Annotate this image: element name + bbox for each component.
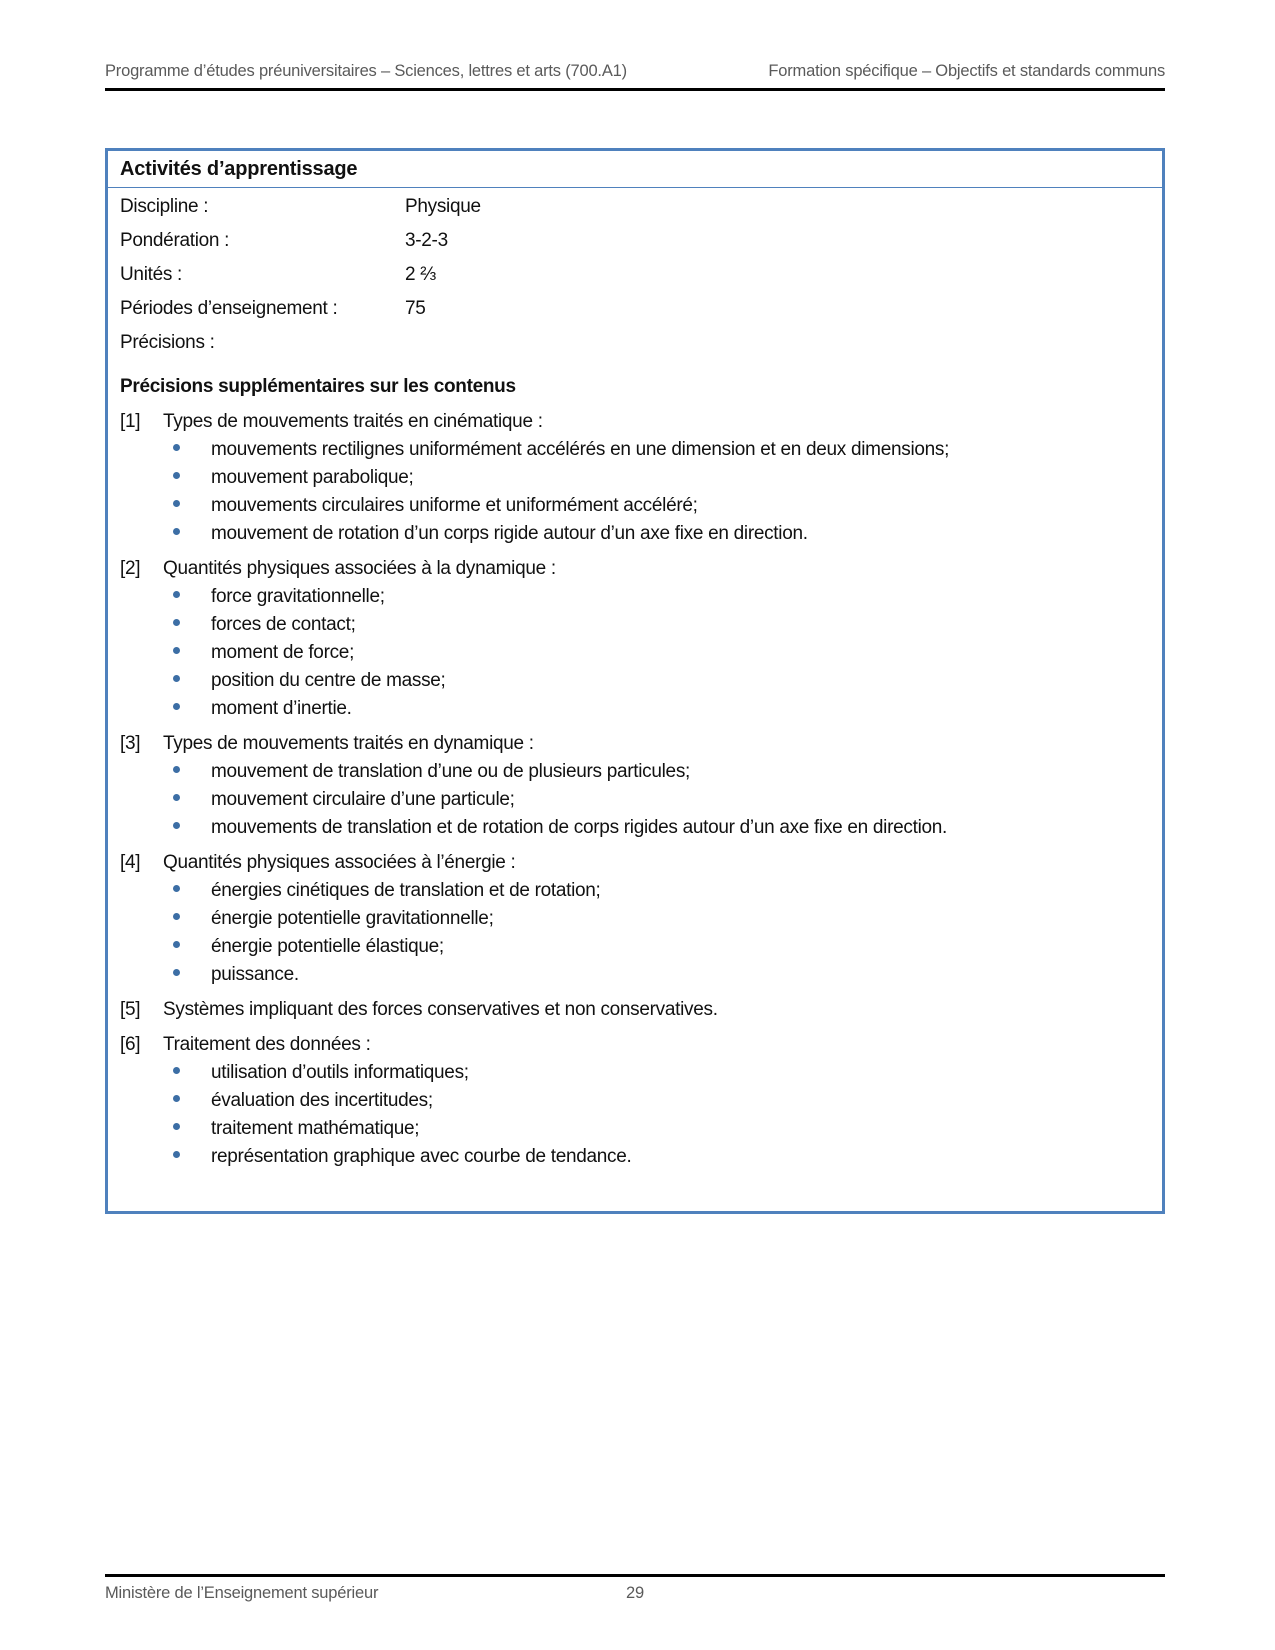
page-number: 29 xyxy=(626,1584,644,1602)
bullet-item xyxy=(120,1115,1150,1143)
bullet-item xyxy=(120,758,1150,786)
bullet-dot-icon xyxy=(173,472,180,479)
bullet-dot-icon xyxy=(173,591,180,598)
bullet-text: mouvements rectilignes uniformément accélérés en une dimension et en deux dimensions; xyxy=(211,439,950,460)
bullet-item xyxy=(120,905,1150,933)
item-heading xyxy=(120,996,1150,1024)
header-left-text: Programme d’études préuniversitaires – Sciences, lettres et arts (700.A1) xyxy=(105,62,627,80)
box-title: Activités d’apprentissage xyxy=(108,151,1162,188)
item-number: [6] xyxy=(120,1034,141,1055)
bullet-dot-icon xyxy=(173,675,180,682)
field-row xyxy=(120,224,1150,258)
bullet-item xyxy=(120,436,1150,464)
field-label: Discipline : xyxy=(120,196,209,217)
field-label: Pondération : xyxy=(120,230,230,251)
field-label: Unités : xyxy=(120,264,183,285)
numbered-item-list xyxy=(108,408,1162,1171)
bullet-list xyxy=(120,436,1150,548)
field-value: Physique xyxy=(405,196,481,217)
numbered-item xyxy=(120,849,1150,989)
bullet-dot-icon xyxy=(173,703,180,710)
bullet-item xyxy=(120,695,1150,723)
bullet-dot-icon xyxy=(173,822,180,829)
bullet-text: mouvement de rotation d’un corps rigide autour d’un axe fixe en direction. xyxy=(211,523,808,544)
field-label: Périodes d’enseignement : xyxy=(120,298,338,319)
bullet-dot-icon xyxy=(173,1123,180,1130)
item-heading-text: Types de mouvements traités en cinématique : xyxy=(163,411,543,432)
bullet-text: énergies cinétiques de translation et de rotation; xyxy=(211,880,601,901)
bullet-text: mouvement parabolique; xyxy=(211,467,414,488)
bullet-item xyxy=(120,961,1150,989)
field-value: 75 xyxy=(405,298,426,319)
bullet-text: moment d’inertie. xyxy=(211,698,352,719)
numbered-item xyxy=(120,996,1150,1024)
learning-activities-box xyxy=(105,148,1165,1214)
field-value: 3-2-3 xyxy=(405,230,448,251)
item-heading-text: Systèmes impliquant des forces conservatives et non conservatives. xyxy=(163,999,718,1020)
bullet-item xyxy=(120,639,1150,667)
bullet-dot-icon xyxy=(173,444,180,451)
field-row xyxy=(120,258,1150,292)
item-heading xyxy=(120,730,1150,758)
bullet-item xyxy=(120,1087,1150,1115)
item-heading xyxy=(120,1031,1150,1059)
item-number: [3] xyxy=(120,733,141,754)
bullet-text: évaluation des incertitudes; xyxy=(211,1090,433,1111)
bullet-item xyxy=(120,933,1150,961)
bullet-text: mouvements de translation et de rotation de corps rigides autour d’un axe fixe en direction. xyxy=(211,817,948,838)
bullet-text: position du centre de masse; xyxy=(211,670,446,691)
header-right-text: Formation spécifique – Objectifs et standards communs xyxy=(768,62,1165,80)
numbered-item xyxy=(120,1031,1150,1171)
bullet-list xyxy=(120,1059,1150,1171)
item-heading xyxy=(120,408,1150,436)
item-number: [4] xyxy=(120,852,141,873)
item-heading xyxy=(120,555,1150,583)
bullet-text: mouvement circulaire d’une particule; xyxy=(211,789,515,810)
bullet-dot-icon xyxy=(173,913,180,920)
bullet-text: utilisation d’outils informatiques; xyxy=(211,1062,469,1083)
bullet-dot-icon xyxy=(173,1151,180,1158)
bullet-text: force gravitationnelle; xyxy=(211,586,385,607)
bullet-item xyxy=(120,1143,1150,1171)
bullet-dot-icon xyxy=(173,619,180,626)
field-list xyxy=(108,188,1162,360)
bullet-item xyxy=(120,492,1150,520)
bullet-text: moment de force; xyxy=(211,642,355,663)
item-number: [5] xyxy=(120,999,141,1020)
bullet-dot-icon xyxy=(173,528,180,535)
page-footer xyxy=(105,1574,1165,1603)
bullet-list xyxy=(120,758,1150,842)
bullet-item xyxy=(120,583,1150,611)
item-heading-text: Quantités physiques associées à la dynamique : xyxy=(163,558,556,579)
bullet-text: mouvements circulaires uniforme et uniformément accéléré; xyxy=(211,495,698,516)
bullet-text: puissance. xyxy=(211,964,299,985)
item-heading-text: Types de mouvements traités en dynamique : xyxy=(163,733,534,754)
bullet-item xyxy=(120,814,1150,842)
bullet-text: forces de contact; xyxy=(211,614,356,635)
bullet-item xyxy=(120,786,1150,814)
page-header xyxy=(105,62,1165,91)
bullet-text: mouvement de translation d’une ou de plusieurs particules; xyxy=(211,761,691,782)
bullet-text: énergie potentielle élastique; xyxy=(211,936,444,957)
content-subheading: Précisions supplémentaires sur les contenus xyxy=(120,376,516,397)
bullet-list xyxy=(120,877,1150,989)
bullet-dot-icon xyxy=(173,941,180,948)
bullet-dot-icon xyxy=(173,969,180,976)
bullet-item xyxy=(120,611,1150,639)
numbered-item xyxy=(120,555,1150,723)
bullet-item xyxy=(120,464,1150,492)
bullet-text: représentation graphique avec courbe de tendance. xyxy=(211,1146,632,1167)
bullet-dot-icon xyxy=(173,885,180,892)
item-number: [2] xyxy=(120,558,141,579)
bullet-text: énergie potentielle gravitationnelle; xyxy=(211,908,494,929)
bullet-dot-icon xyxy=(173,1095,180,1102)
field-value: 2 ⅔ xyxy=(405,264,436,285)
item-heading xyxy=(120,849,1150,877)
bullet-list xyxy=(120,583,1150,723)
item-heading-text: Traitement des données : xyxy=(163,1034,371,1055)
item-heading-text: Quantités physiques associées à l’énergie : xyxy=(163,852,516,873)
field-label: Précisions : xyxy=(120,332,215,353)
bullet-dot-icon xyxy=(173,794,180,801)
footer-left-text: Ministère de l’Enseignement supérieur xyxy=(105,1584,379,1602)
field-row xyxy=(120,326,1150,360)
bullet-item xyxy=(120,667,1150,695)
bullet-item xyxy=(120,877,1150,905)
bullet-item xyxy=(120,1059,1150,1087)
numbered-item xyxy=(120,408,1150,548)
field-row xyxy=(120,292,1150,326)
item-number: [1] xyxy=(120,411,141,432)
bullet-dot-icon xyxy=(173,766,180,773)
bullet-text: traitement mathématique; xyxy=(211,1118,420,1139)
numbered-item xyxy=(120,730,1150,842)
bullet-dot-icon xyxy=(173,647,180,654)
bullet-dot-icon xyxy=(173,1067,180,1074)
bullet-item xyxy=(120,520,1150,548)
bullet-dot-icon xyxy=(173,500,180,507)
field-row xyxy=(120,190,1150,224)
